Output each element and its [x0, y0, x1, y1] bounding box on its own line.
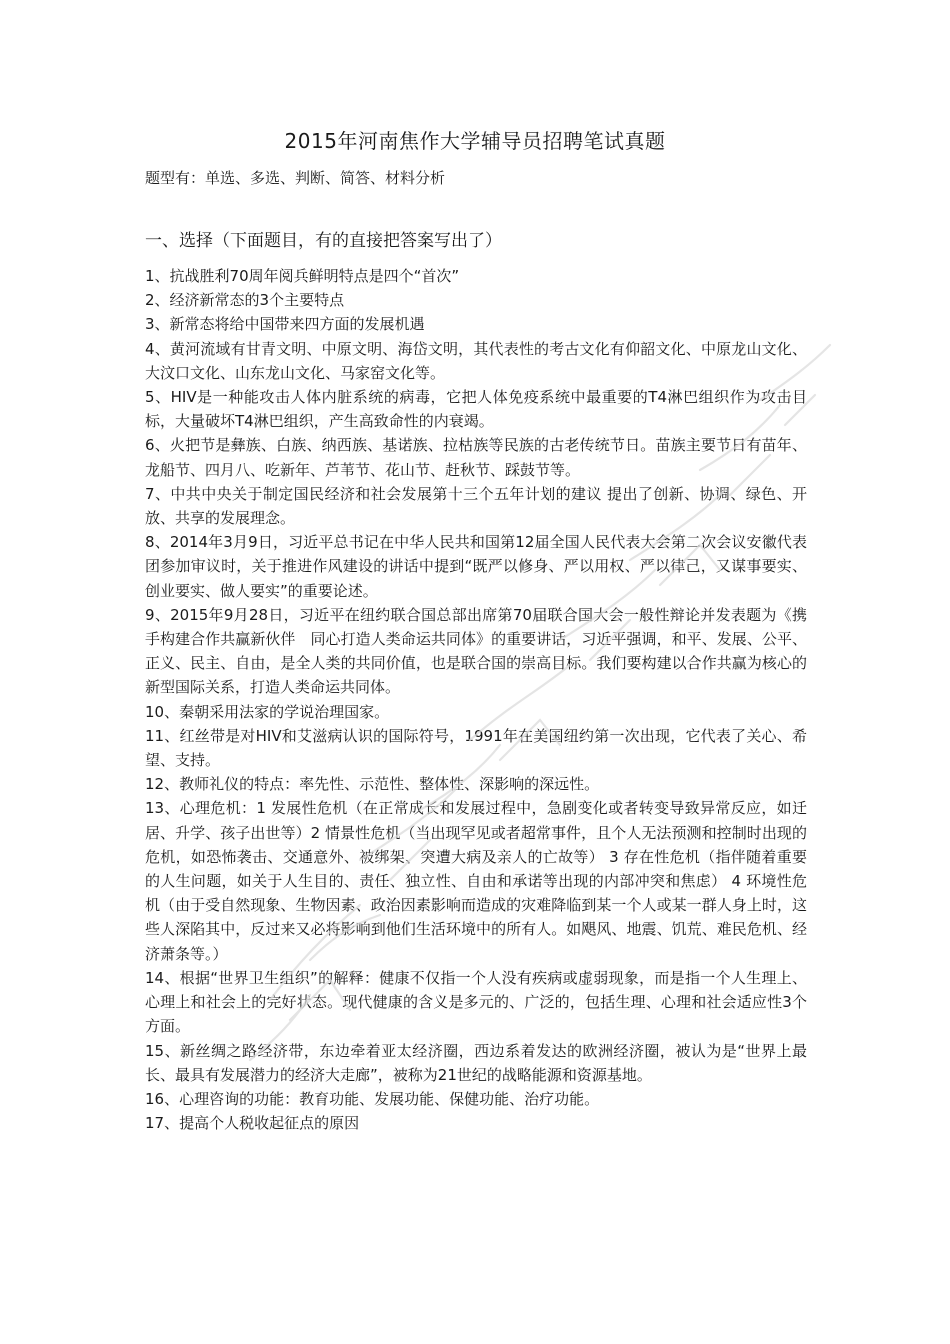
list-item: 7、中共中央关于制定国民经济和社会发展第十三个五年计划的建议 提出了创新、协调、绿色、开放、共享的发展理念。 [145, 484, 807, 528]
list-item: 13、心理危机：1 发展性危机（在正常成长和发展过程中，急剧变化或者转变导致异常反应，如迁居、升学、孩子出世等）2 情景性危机（当出现罕见或者超常事件，且个人无法预测和控制时出现的危机，如恐怖袭击、交通意外、被绑架、突遭大病及亲人的亡故等） 3 存在性危机（指伴随着重要的人生问题，如关于人生目的、责任、独立性、自由和承诺等出现的内部冲突和焦虑） 4 环境性危机（由于受自然现象、生物因素、政治因素影响而造成的灾难降临到某一个人或某一群人身上时，这些人深陷其中，反过来又必将影响到他们生活环境中的所有人。如飓风、地震、饥荒、难民危机、经济萧条等。） [145, 799, 807, 963]
list-item: 17、提高个人税收起征点的原因 [145, 1114, 360, 1133]
list-item: 3、新常态将给中国带来四方面的发展机遇 [145, 315, 425, 334]
list-item: 1、抗战胜利70周年阅兵鲜明特点是四个“首次” [145, 267, 460, 285]
list-item: 12、教师礼仪的特点：率先性、示范性、整体性、深影响的深远性。 [145, 775, 600, 794]
list-item: 14、根据“世界卫生组织”的解释：健康不仅指一个人没有疾病或虚弱现象，而是指一个人生理上、心理上和社会上的完好状态。现代健康的含义是多元的、广泛的，包括生理、心理和社会适应性3个方面。 [145, 968, 807, 1036]
list-item: 2、经济新常态的3个主要特点 [145, 291, 345, 310]
page-title: 2015年河南焦作大学辅导员招聘笔试真题 [284, 129, 666, 153]
list-item: 10、秦朝采用法家的学说治理国家。 [145, 702, 390, 721]
list-item: 8、2014年3月9日，习近平总书记在中华人民共和国第12届全国人民代表大会第二次会议安徽代表团参加审议时，关于推进作风建设的讲话中提到“既严以修身、严以用权、严以律己，又谋事要实、创业要实、做人要实”的重要论述。 [145, 533, 807, 600]
list-item: 9、2015年9月28日，习近平在纽约联合国总部出席第70届联合国大会一般性辩论并发表题为《携手构建合作共赢新伙伴 同心打造人类命运共同体》的重要讲话，习近平强调，和平、发展、公平、正义、民主、自由，是全人类的共同价值，也是联合国的崇高目标。我们要构建以合作共赢为核心的新型国际关系，打造人类命运共同体。 [145, 605, 807, 697]
list-item: 5、HIV是一种能攻击人体内脏系统的病毒，它把人体免疫系统中最重要的T4淋巴组织作为攻击目标，大量破坏T4淋巴组织，产生高致命性的内衰竭。 [145, 388, 807, 431]
list-item: 11、红丝带是对HIV和艾滋病认识的国际符号，1991年在美国纽约第一次出现，它代表了关心、希望、支持。 [145, 726, 807, 770]
list-item: 4、黄河流域有甘青文明、中原文明、海岱文明，其代表性的考古文化有仰韶文化、中原龙山文化、大汶口文化、山东龙山文化、马家窑文化等。 [145, 339, 807, 382]
list-item: 16、心理咨询的功能：教育功能、发展功能、保健功能、治疗功能。 [145, 1089, 600, 1108]
question-types: 题型有：单选、多选、判断、简答、材料分析 [145, 169, 446, 187]
list-item: 6、火把节是彝族、白族、纳西族、基诺族、拉枯族等民族的古老传统节日。苗族主要节日有苗年、龙船节、四月八、吃新年、芦苇节、花山节、赶秋节、踩鼓节等。 [145, 436, 807, 479]
section-heading: 一、选择（下面题目，有的直接把答案写出了） [145, 231, 502, 251]
question-list [145, 264, 807, 1135]
list-item: 15、新丝绸之路经济带，东边牵着亚太经济圈，西边系着发达的欧洲经济圈，被认为是“世界上最长、最具有发展潜力的经济大走廊”，被称为21世纪的战略能源和资源基地。 [145, 1041, 807, 1084]
